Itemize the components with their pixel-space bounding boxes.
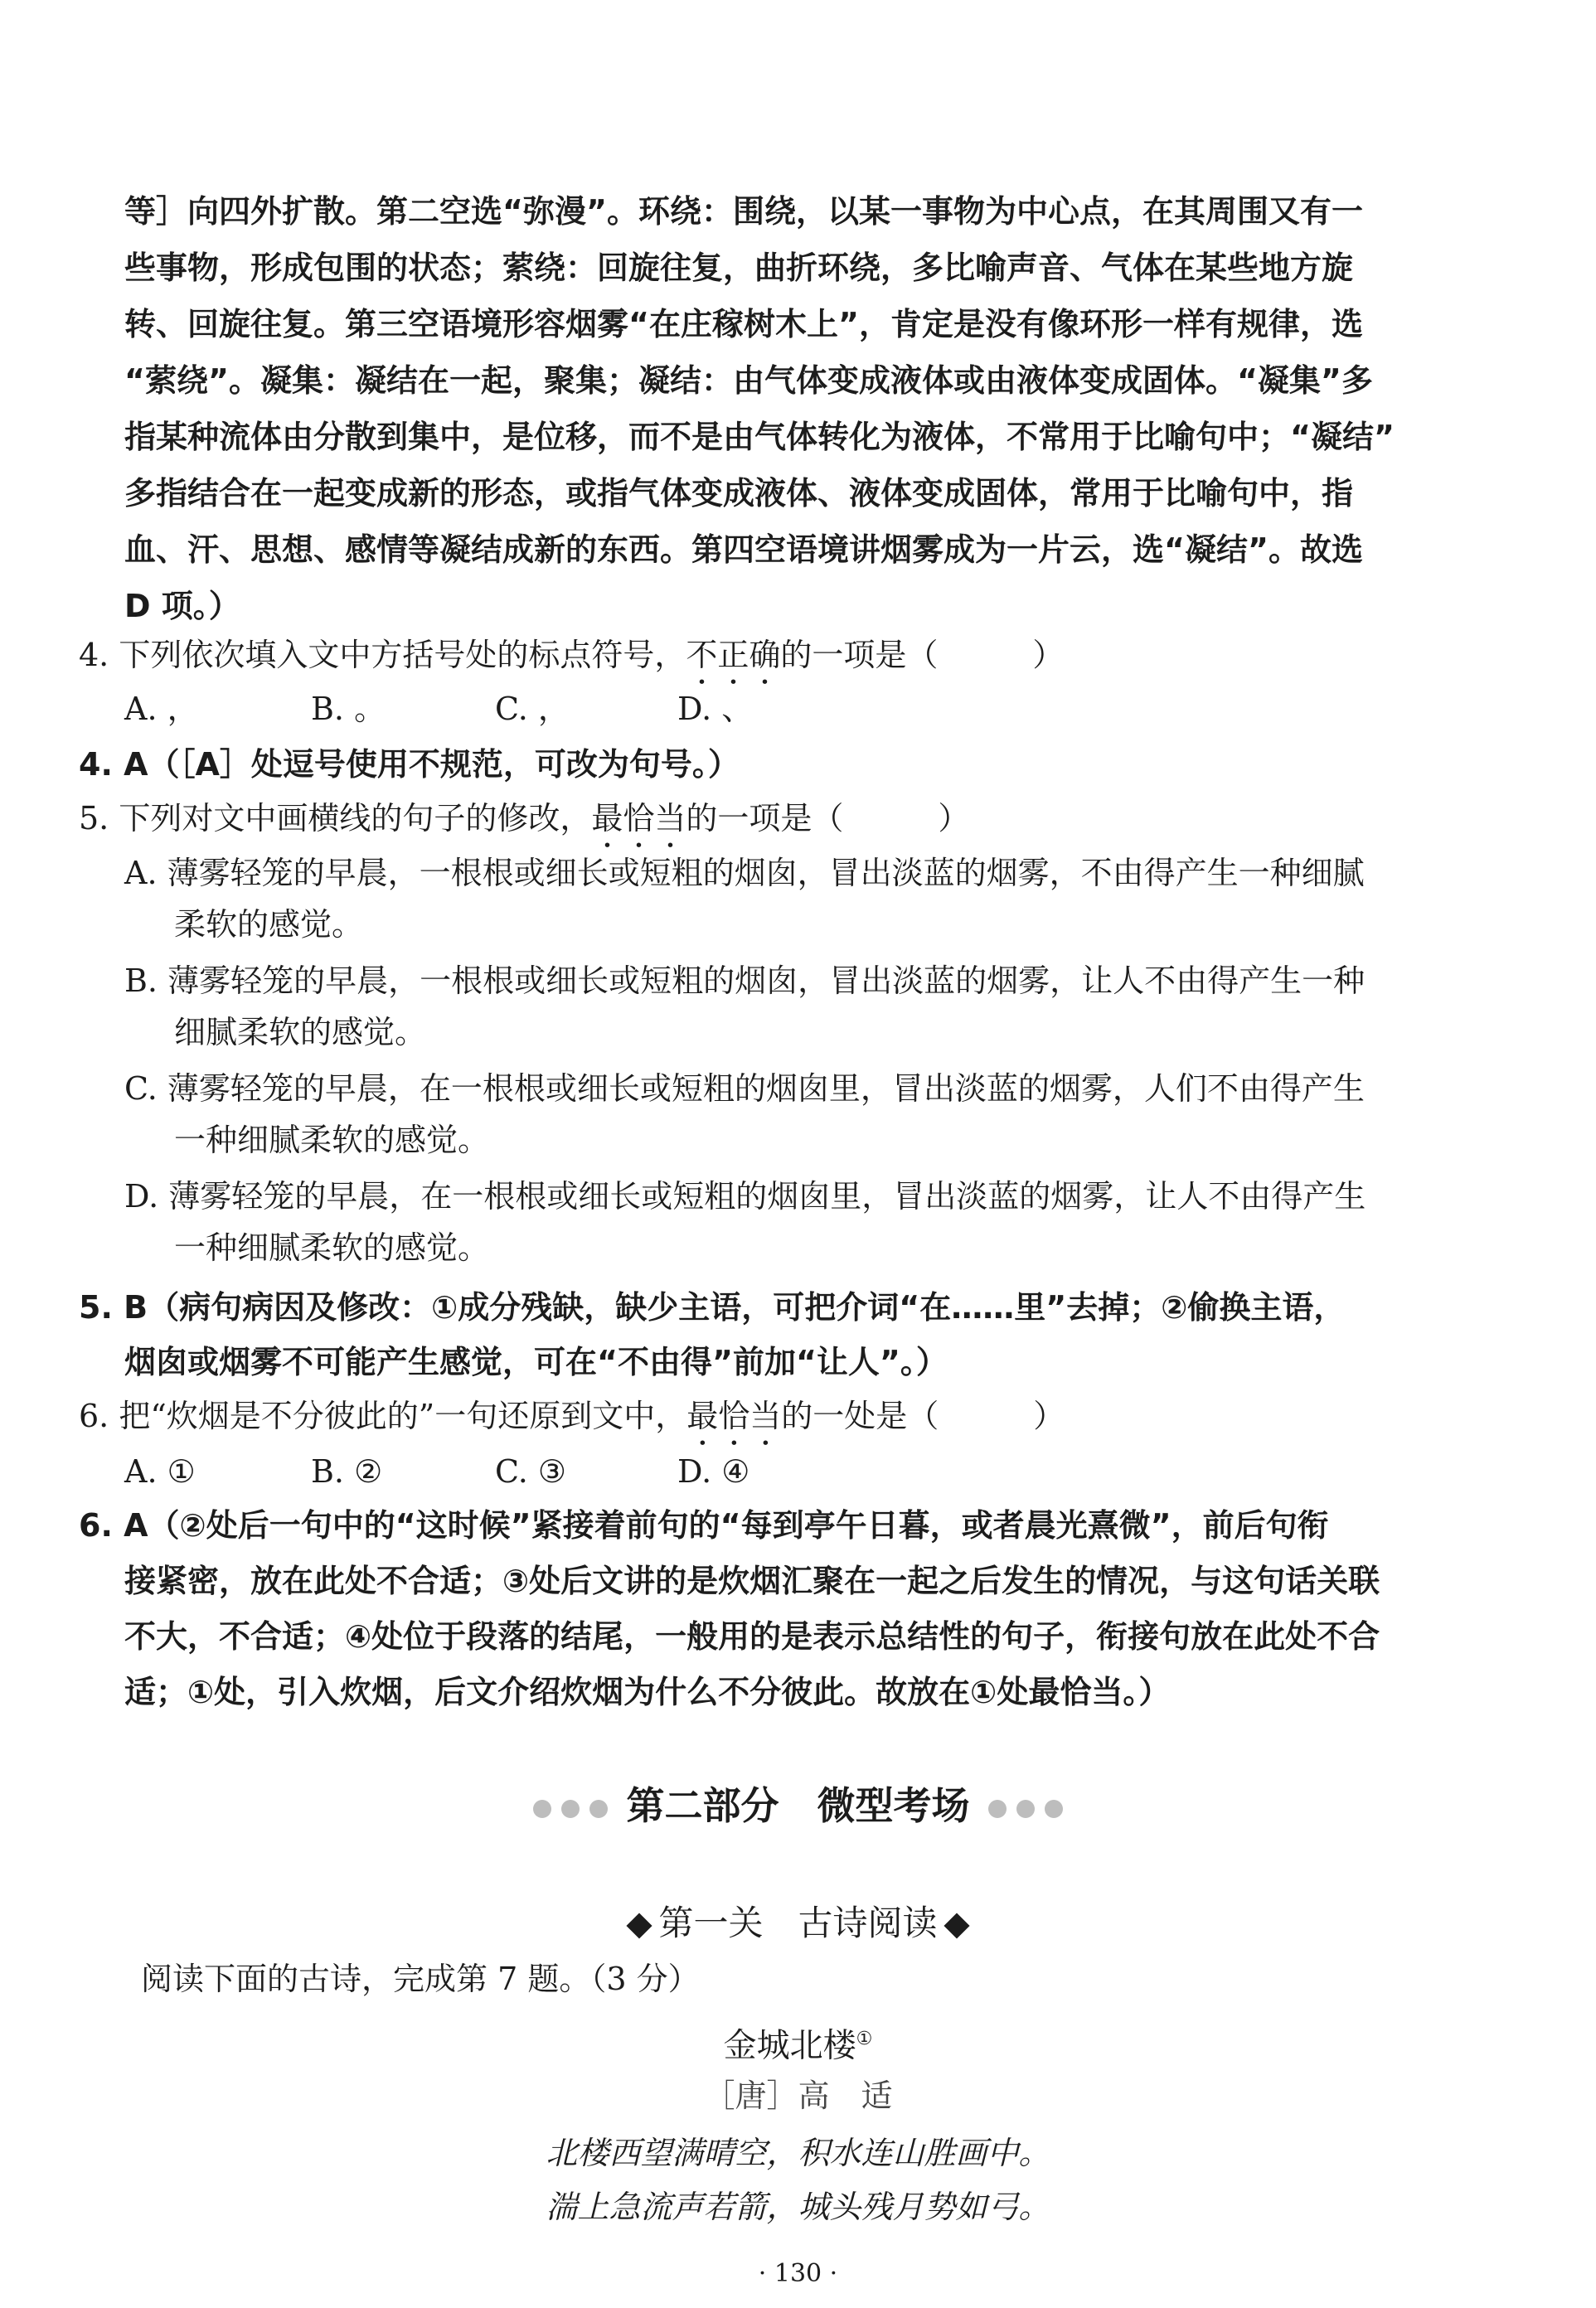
option-c-line1: C. 薄雾轻笼的早晨，在一根根或细长或短粗的烟囱里，冒出淡蓝的烟雾，人们不由得产生 bbox=[124, 1070, 1365, 1107]
answer-6-line1: 6. A（②处后一句中的“这时候”紧接着前句的“每到亭午日暮，或者晨光熹微”，前后句衔 bbox=[79, 1507, 1329, 1544]
reading-instruction: 阅读下面的古诗，完成第 7 题。（3 分） bbox=[141, 1961, 700, 1997]
explanation-line: 血、汗、思想、感情等凝结成新的东西。第四空语境讲烟雾成为一片云，选“凝结”。故选 bbox=[124, 531, 1363, 568]
emphasis-text: 最恰当 bbox=[686, 1398, 782, 1434]
question-4-stem: 4. 下列依次填入文中方括号处的标点符号，不正确的一项是（ ） bbox=[79, 637, 1065, 673]
option-d-line2: 一种细腻柔软的感觉。 bbox=[174, 1229, 490, 1266]
explanation-line: “萦绕”。凝集：凝结在一起，聚集；凝结：由气体变成液体或由液体变成固体。“凝集”多 bbox=[124, 362, 1373, 399]
question-5-stem: 5. 下列对文中画横线的句子的修改，最恰当的一项是（ ） bbox=[79, 800, 970, 836]
explanation-line: 些事物，形成包围的状态；萦绕：回旋往复，曲折环绕，多比喻声音、气体在某些地方旋 bbox=[124, 250, 1354, 286]
section-title: 第二部分 微型考场 bbox=[0, 1781, 1596, 1830]
footnote-marker: ① bbox=[856, 2029, 873, 2049]
explanation-line: 转、回旋往复。第三空语境形容烟雾“在庄稼树木上”，肯定是没有像环形一样有规律，选 bbox=[124, 306, 1363, 342]
bullet-dot-icon bbox=[1016, 1800, 1035, 1818]
option-d: D. 、 bbox=[677, 691, 754, 727]
option-a-line2: 柔软的感觉。 bbox=[174, 906, 364, 943]
option-c: C. ， bbox=[495, 691, 570, 727]
diamond-icon bbox=[944, 1913, 969, 1938]
poem-line: 湍上急流声若箭，城头残月势如弓。 bbox=[546, 2189, 1050, 2225]
answer-5-line1: 5. B（病句病因及修改：①成分残缺，缺少主语，可把介词“在……里”去掉；②偷换主语， bbox=[79, 1289, 1346, 1326]
explanation-line: 指某种流体由分散到集中，是位移，而不是由气体转化为液体，不常用于比喻句中；“凝结” bbox=[124, 419, 1395, 455]
poem-title: 金城北楼① bbox=[723, 2026, 873, 2065]
bullet-dot-icon bbox=[533, 1800, 551, 1818]
option-a: A. ， bbox=[124, 691, 199, 727]
subsection-title: 第一关 古诗阅读 bbox=[0, 1900, 1596, 1947]
bullet-dot-icon bbox=[1045, 1800, 1063, 1818]
explanation-line: 多指结合在一起变成新的形态，或指气体变成液体、液体变成固体，常用于比喻句中，指 bbox=[124, 475, 1354, 512]
page-number: · 130 · bbox=[758, 2259, 838, 2288]
option-b-line1: B. 薄雾轻笼的早晨，一根根或细长或短粗的烟囱，冒出淡蓝的烟雾，让人不由得产生一种 bbox=[124, 962, 1366, 999]
option-b: B. 。 bbox=[311, 691, 386, 727]
option-a: A. ① bbox=[124, 1453, 196, 1490]
option-a-line1: A. 薄雾轻笼的早晨，一根根或细长或短粗的烟囱，冒出淡蓝的烟雾，不由得产生一种细腻 bbox=[124, 855, 1365, 891]
bullet-dot-icon bbox=[589, 1800, 608, 1818]
option-d: D. ④ bbox=[677, 1453, 750, 1490]
question-6-stem: 6. 把“炊烟是不分彼此的”一句还原到文中，最恰当的一处是（ ） bbox=[79, 1398, 1065, 1434]
answer-4: 4. A（［A］处逗号使用不规范，可改为句号。） bbox=[79, 746, 740, 783]
bullet-dot-icon bbox=[988, 1800, 1007, 1818]
answer-6-line2: 接紧密，放在此处不合适；③处后文讲的是炊烟汇聚在一起之后发生的情况，与这句话关联 bbox=[124, 1563, 1380, 1599]
option-d-line1: D. 薄雾轻笼的早晨，在一根根或细长或短粗的烟囱里，冒出淡蓝的烟雾，让人不由得产生 bbox=[124, 1178, 1366, 1215]
emphasis-text: 最恰当 bbox=[591, 800, 686, 836]
answer-6-line3: 不大，不合适；④处位于段落的结尾，一般用的是表示总结性的句子，衔接句放在此处不合 bbox=[124, 1618, 1380, 1655]
explanation-line: 等］向四外扩散。第二空选“弥漫”。环绕：围绕，以某一事物为中心点，在其周围又有一 bbox=[124, 193, 1363, 230]
option-b-line2: 细腻柔软的感觉。 bbox=[174, 1014, 427, 1050]
poem-author: ［唐］高 适 bbox=[703, 2078, 893, 2114]
answer-5-line2: 烟囱或烟雾不可能产生感觉，可在“不由得”前加“让人”。） bbox=[124, 1344, 948, 1380]
emphasis-text: 不正确 bbox=[686, 637, 781, 673]
option-c: C. ③ bbox=[495, 1453, 566, 1490]
poem-line: 北楼西望满晴空，积水连山胜画中。 bbox=[546, 2135, 1050, 2171]
explanation-line: D 项。） bbox=[124, 588, 240, 624]
bullet-dot-icon bbox=[561, 1800, 580, 1818]
option-c-line2: 一种细腻柔软的感觉。 bbox=[174, 1122, 490, 1158]
option-b: B. ② bbox=[311, 1453, 383, 1490]
answer-6-line4: 适；①处，引入炊烟，后文介绍炊烟为什么不分彼此。故放在①处最恰当。） bbox=[124, 1674, 1171, 1710]
diamond-icon bbox=[627, 1913, 652, 1938]
